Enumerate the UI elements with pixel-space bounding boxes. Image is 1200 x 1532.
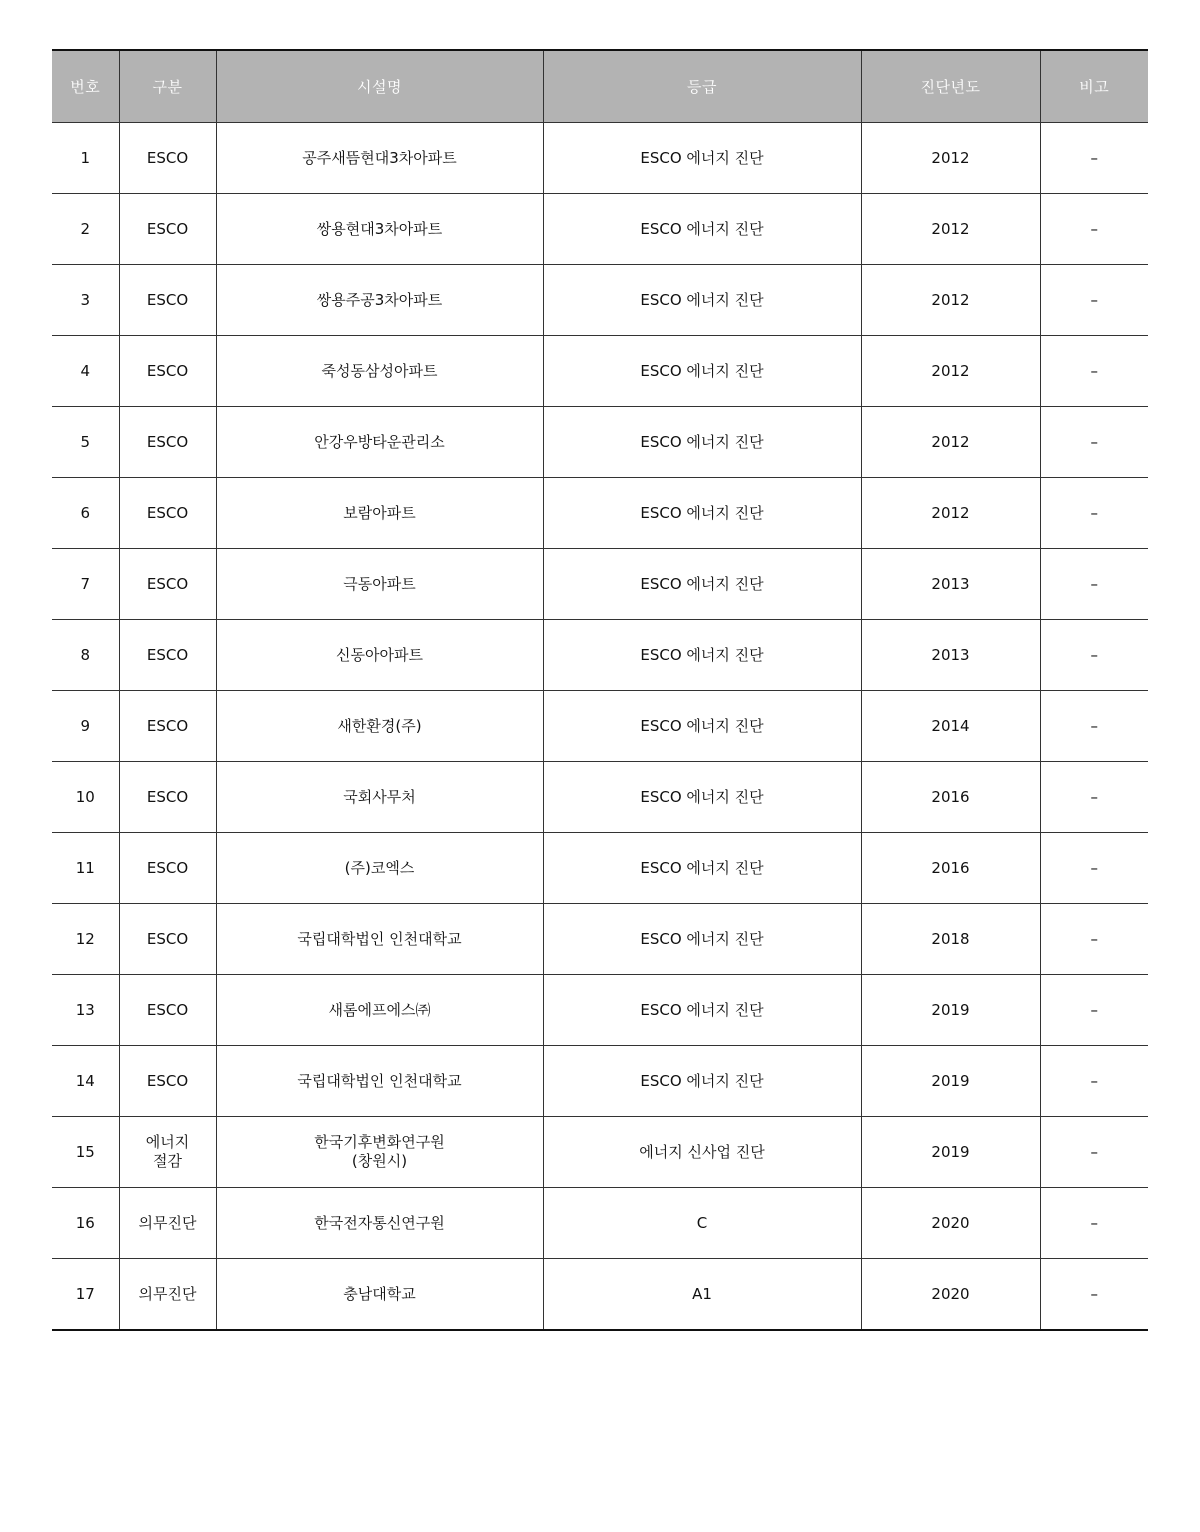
cell-category: ESCO bbox=[119, 904, 216, 975]
cell-year: 2019 bbox=[861, 975, 1040, 1046]
cell-year: 2012 bbox=[861, 407, 1040, 478]
table-row bbox=[52, 1046, 1148, 1117]
cell-no: 10 bbox=[52, 762, 119, 833]
cell-no: 16 bbox=[52, 1188, 119, 1259]
cell-note: – bbox=[1040, 691, 1148, 762]
cell-grade: ESCO 에너지 진단 bbox=[543, 975, 861, 1046]
cell-grade: ESCO 에너지 진단 bbox=[543, 478, 861, 549]
cell-category: ESCO bbox=[119, 123, 216, 194]
cell-facility-line2: (창원시) bbox=[351, 1152, 408, 1170]
cell-note: – bbox=[1040, 833, 1148, 904]
table-row bbox=[52, 478, 1148, 549]
cell-note: – bbox=[1040, 904, 1148, 975]
cell-facility: 신동아아파트 bbox=[216, 620, 543, 691]
table-row bbox=[52, 762, 1148, 833]
table-row bbox=[52, 1188, 1148, 1259]
cell-grade: ESCO 에너지 진단 bbox=[543, 194, 861, 265]
cell-year: 2020 bbox=[861, 1259, 1040, 1331]
table-row bbox=[52, 833, 1148, 904]
cell-facility: 새롬에프에스㈜ bbox=[216, 975, 543, 1046]
table-row bbox=[52, 549, 1148, 620]
cell-facility: 한국전자통신연구원 bbox=[216, 1188, 543, 1259]
cell-no: 6 bbox=[52, 478, 119, 549]
cell-no: 11 bbox=[52, 833, 119, 904]
cell-note: – bbox=[1040, 549, 1148, 620]
cell-grade: ESCO 에너지 진단 bbox=[543, 407, 861, 478]
cell-category-line1: 에너지 bbox=[145, 1133, 190, 1151]
cell-note: – bbox=[1040, 123, 1148, 194]
cell-grade: ESCO 에너지 진단 bbox=[543, 265, 861, 336]
cell-category: 의무진단 bbox=[119, 1259, 216, 1331]
header-year: 진단년도 bbox=[861, 50, 1040, 123]
cell-grade: 에너지 신사업 진단 bbox=[543, 1117, 861, 1188]
cell-facility: 안강우방타운관리소 bbox=[216, 407, 543, 478]
cell-note: – bbox=[1040, 1188, 1148, 1259]
cell-facility: 보람아파트 bbox=[216, 478, 543, 549]
header-note: 비고 bbox=[1040, 50, 1148, 123]
cell-facility: 극동아파트 bbox=[216, 549, 543, 620]
cell-year: 2012 bbox=[861, 478, 1040, 549]
table-row bbox=[52, 1117, 1148, 1188]
table-row bbox=[52, 194, 1148, 265]
cell-grade: ESCO 에너지 진단 bbox=[543, 691, 861, 762]
cell-category: ESCO bbox=[119, 833, 216, 904]
cell-category: ESCO bbox=[119, 1046, 216, 1117]
cell-no: 3 bbox=[52, 265, 119, 336]
cell-facility-line1: 한국기후변화연구원 bbox=[314, 1133, 445, 1151]
cell-grade: ESCO 에너지 진단 bbox=[543, 1046, 861, 1117]
cell-note: – bbox=[1040, 1259, 1148, 1331]
cell-facility: 국립대학법인 인천대학교 bbox=[216, 1046, 543, 1117]
cell-no: 17 bbox=[52, 1259, 119, 1331]
table-row bbox=[52, 904, 1148, 975]
cell-category: ESCO bbox=[119, 620, 216, 691]
table-row bbox=[52, 336, 1148, 407]
cell-note: – bbox=[1040, 194, 1148, 265]
header-grade: 등급 bbox=[543, 50, 861, 123]
cell-category: ESCO bbox=[119, 336, 216, 407]
cell-no: 4 bbox=[52, 336, 119, 407]
table-row bbox=[52, 265, 1148, 336]
cell-facility: (주)코엑스 bbox=[216, 833, 543, 904]
cell-category-line2: 절감 bbox=[153, 1152, 182, 1170]
table-body bbox=[52, 123, 1148, 1331]
cell-no: 9 bbox=[52, 691, 119, 762]
cell-note: – bbox=[1040, 762, 1148, 833]
cell-note: – bbox=[1040, 478, 1148, 549]
cell-no: 15 bbox=[52, 1117, 119, 1188]
cell-no: 5 bbox=[52, 407, 119, 478]
cell-category: ESCO bbox=[119, 407, 216, 478]
cell-grade: ESCO 에너지 진단 bbox=[543, 833, 861, 904]
cell-no: 14 bbox=[52, 1046, 119, 1117]
cell-no: 1 bbox=[52, 123, 119, 194]
cell-category: ESCO bbox=[119, 549, 216, 620]
cell-category bbox=[119, 1117, 216, 1188]
cell-year: 2012 bbox=[861, 336, 1040, 407]
cell-category: ESCO bbox=[119, 194, 216, 265]
cell-facility: 죽성동삼성아파트 bbox=[216, 336, 543, 407]
cell-grade: ESCO 에너지 진단 bbox=[543, 762, 861, 833]
cell-year: 2019 bbox=[861, 1117, 1040, 1188]
header-facility: 시설명 bbox=[216, 50, 543, 123]
cell-facility: 쌍용현대3차아파트 bbox=[216, 194, 543, 265]
cell-year: 2016 bbox=[861, 762, 1040, 833]
cell-no: 13 bbox=[52, 975, 119, 1046]
diagnosis-table-container bbox=[52, 49, 1148, 1331]
cell-no: 12 bbox=[52, 904, 119, 975]
cell-category: ESCO bbox=[119, 975, 216, 1046]
energy-diagnosis-table bbox=[52, 49, 1148, 1331]
cell-note: – bbox=[1040, 1117, 1148, 1188]
cell-no: 2 bbox=[52, 194, 119, 265]
cell-facility bbox=[216, 1117, 543, 1188]
cell-note: – bbox=[1040, 407, 1148, 478]
cell-category: 의무진단 bbox=[119, 1188, 216, 1259]
cell-year: 2012 bbox=[861, 265, 1040, 336]
cell-facility: 새한환경(주) bbox=[216, 691, 543, 762]
cell-note: – bbox=[1040, 620, 1148, 691]
cell-year: 2016 bbox=[861, 833, 1040, 904]
header-row bbox=[52, 50, 1148, 123]
cell-grade: ESCO 에너지 진단 bbox=[543, 620, 861, 691]
table-header bbox=[52, 50, 1148, 123]
cell-category: ESCO bbox=[119, 265, 216, 336]
header-no: 번호 bbox=[52, 50, 119, 123]
cell-facility: 공주새뜸현대3차아파트 bbox=[216, 123, 543, 194]
cell-facility: 쌍용주공3차아파트 bbox=[216, 265, 543, 336]
cell-facility: 국회사무처 bbox=[216, 762, 543, 833]
cell-year: 2013 bbox=[861, 620, 1040, 691]
cell-year: 2020 bbox=[861, 1188, 1040, 1259]
table-row bbox=[52, 123, 1148, 194]
cell-year: 2018 bbox=[861, 904, 1040, 975]
cell-category: ESCO bbox=[119, 762, 216, 833]
cell-no: 8 bbox=[52, 620, 119, 691]
table-row bbox=[52, 407, 1148, 478]
cell-facility: 충남대학교 bbox=[216, 1259, 543, 1331]
cell-grade: ESCO 에너지 진단 bbox=[543, 549, 861, 620]
table-row bbox=[52, 1259, 1148, 1331]
cell-year: 2014 bbox=[861, 691, 1040, 762]
table-row bbox=[52, 975, 1148, 1046]
cell-year: 2013 bbox=[861, 549, 1040, 620]
cell-no: 7 bbox=[52, 549, 119, 620]
cell-grade: ESCO 에너지 진단 bbox=[543, 904, 861, 975]
cell-year: 2012 bbox=[861, 123, 1040, 194]
cell-note: – bbox=[1040, 1046, 1148, 1117]
cell-note: – bbox=[1040, 336, 1148, 407]
cell-note: – bbox=[1040, 975, 1148, 1046]
header-category: 구분 bbox=[119, 50, 216, 123]
table-row bbox=[52, 691, 1148, 762]
cell-year: 2019 bbox=[861, 1046, 1040, 1117]
cell-facility: 국립대학법인 인천대학교 bbox=[216, 904, 543, 975]
cell-note: – bbox=[1040, 265, 1148, 336]
cell-grade: A1 bbox=[543, 1259, 861, 1331]
cell-category: ESCO bbox=[119, 478, 216, 549]
cell-grade: ESCO 에너지 진단 bbox=[543, 123, 861, 194]
cell-grade: ESCO 에너지 진단 bbox=[543, 336, 861, 407]
cell-year: 2012 bbox=[861, 194, 1040, 265]
cell-category: ESCO bbox=[119, 691, 216, 762]
cell-grade: C bbox=[543, 1188, 861, 1259]
table-row bbox=[52, 620, 1148, 691]
